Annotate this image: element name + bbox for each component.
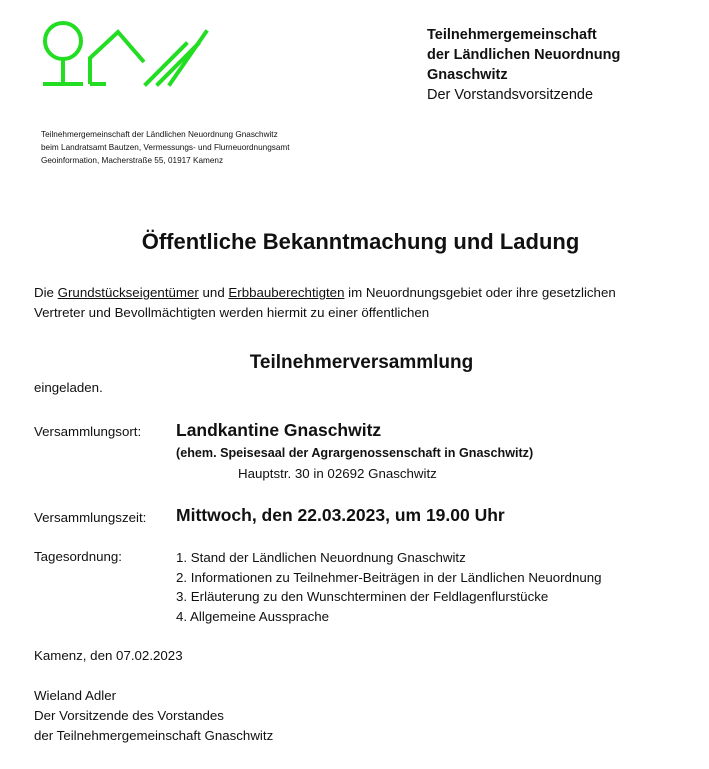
time-value: Mittwoch, den 22.03.2023, um 19.00 Uhr [176, 505, 505, 525]
sender-line2: beim Landratsamt Bautzen, Vermessungs- und Flurneuordnungsamt [41, 143, 290, 152]
organisation-header [427, 25, 620, 105]
sender-line3: Geoinformation, Macherstraße 55, 01917 Kamenz [41, 156, 224, 165]
agenda-label: Tagesordnung: [34, 549, 122, 564]
venue-detail: (ehem. Speisesaal der Agrargenossenschaft in Gnaschwitz) [176, 446, 534, 460]
signature-block [34, 686, 273, 746]
document-title: Öffentliche Bekanntmachung und Ladung [141, 229, 580, 254]
venue-name: Landkantine Gnaschwitz [176, 420, 382, 440]
org-name-line2: der Ländlichen Neuordnung [427, 47, 621, 63]
agenda-item: 1. Stand der Ländlichen Neuordnung Gnaschwitz [176, 550, 466, 565]
org-name-line1: Teilnehmergemeinschaft [427, 27, 597, 43]
venue-address: Hauptstr. 30 in 02692 Gnaschwitz [238, 466, 437, 481]
agenda-item: 3. Erläuterung zu den Wunschterminen der Feldlagenflurstücke [176, 589, 549, 605]
time-label: Versammlungszeit: [34, 510, 147, 525]
org-name-line3: Gnaschwitz [427, 67, 508, 83]
intro-part2: und [198, 285, 229, 300]
meeting-subtitle: Teilnehmerversammlung [249, 352, 474, 373]
place-date: Kamenz, den 07.02.2023 [34, 648, 183, 663]
intro-line2: Vertreter und Bevollmächtigten werden hiermit zu einer öffentlichen [34, 305, 430, 320]
intro-term-leaseholders: Erbbauberechtigten [228, 285, 345, 300]
intro-line1 [34, 283, 616, 303]
intro-part3: im Neuordnungsgebiet oder ihre gesetzlichen [344, 285, 616, 300]
agenda-item: 2. Informationen zu Teilnehmer-Beiträgen in der Ländlichen Neuordnung [176, 569, 602, 585]
invited-text: eingeladen. [34, 380, 103, 395]
signatory-title2: der Teilnehmergemeinschaft Gnaschwitz [34, 728, 274, 743]
tree-house-fields-logo [38, 18, 210, 92]
signatory-name: Wieland Adler [34, 688, 117, 703]
intro-term-owners: Grundstückseigentümer [57, 285, 199, 300]
intro-paragraph [34, 283, 616, 323]
org-role: Der Vorstandsvorsitzende [427, 87, 594, 103]
venue-label: Versammlungsort: [34, 424, 142, 439]
agenda-list [176, 548, 602, 627]
agenda-item: 4. Allgemeine Aussprache [176, 609, 330, 625]
sender-address [41, 128, 290, 167]
signatory-title1: Der Vorsitzende des Vorstandes [34, 708, 224, 723]
sender-line1: Teilnehmergemeinschaft der Ländlichen Neuordnung Gnaschwitz [41, 130, 278, 139]
intro-part1: Die [34, 285, 58, 300]
